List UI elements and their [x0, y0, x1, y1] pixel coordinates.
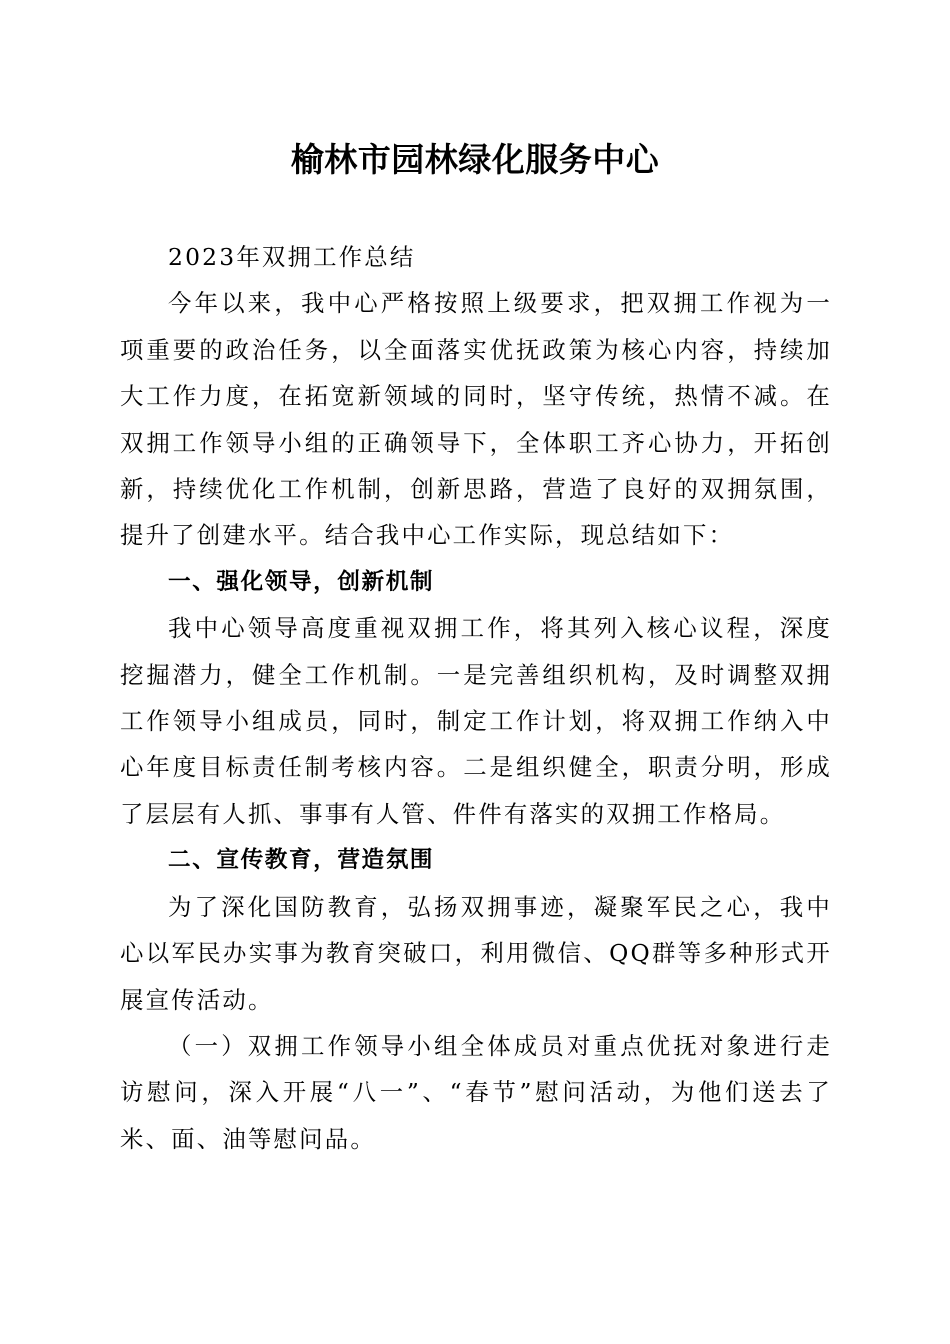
section-heading: 二、宣传教育，营造氛围	[168, 847, 435, 874]
section-paragraph: 为了深化国防教育，弘扬双拥事迹，凝聚军民之心，我中心以军民办实事为教育突破口，利用微信、QQ群等多种形式开展宣传活动。	[120, 892, 832, 1014]
section-subparagraph: （一）双拥工作领导小组全体成员对重点优抚对象进行走访慰问，深入开展“八一”、“春节”慰问活动，为他们送去了米、面、油等慰问品。	[120, 1031, 832, 1153]
section-heading: 一、强化领导，创新机制	[168, 568, 435, 595]
document-subtitle: 2023年双拥工作总结	[168, 243, 416, 271]
section-paragraph: 我中心领导高度重视双拥工作，将其列入核心议程，深度挖掘潜力，健全工作机制。一是完善组织机构，及时调整双拥工作领导小组成员，同时，制定工作计划，将双拥工作纳入中心年度目标责任制考核内容。二是组织健全，职责分明，形成了层层有人抓、事事有人管、件件有落实的双拥工作格局。	[120, 614, 832, 828]
document-body	[120, 234, 832, 1162]
document-title: 榆林市园林绿化服务中心	[290, 140, 660, 179]
intro-paragraph: 今年以来，我中心严格按照上级要求，把双拥工作视为一项重要的政治任务，以全面落实优抚政策为核心内容，持续加大工作力度，在拓宽新领域的同时，坚守传统，热情不减。在双拥工作领导小组的正确领导下，全体职工齐心协力，开拓创新，持续优化工作机制，创新思路，营造了良好的双拥氛围，提升了创建水平。结合我中心工作实际，现总结如下：	[120, 289, 832, 550]
